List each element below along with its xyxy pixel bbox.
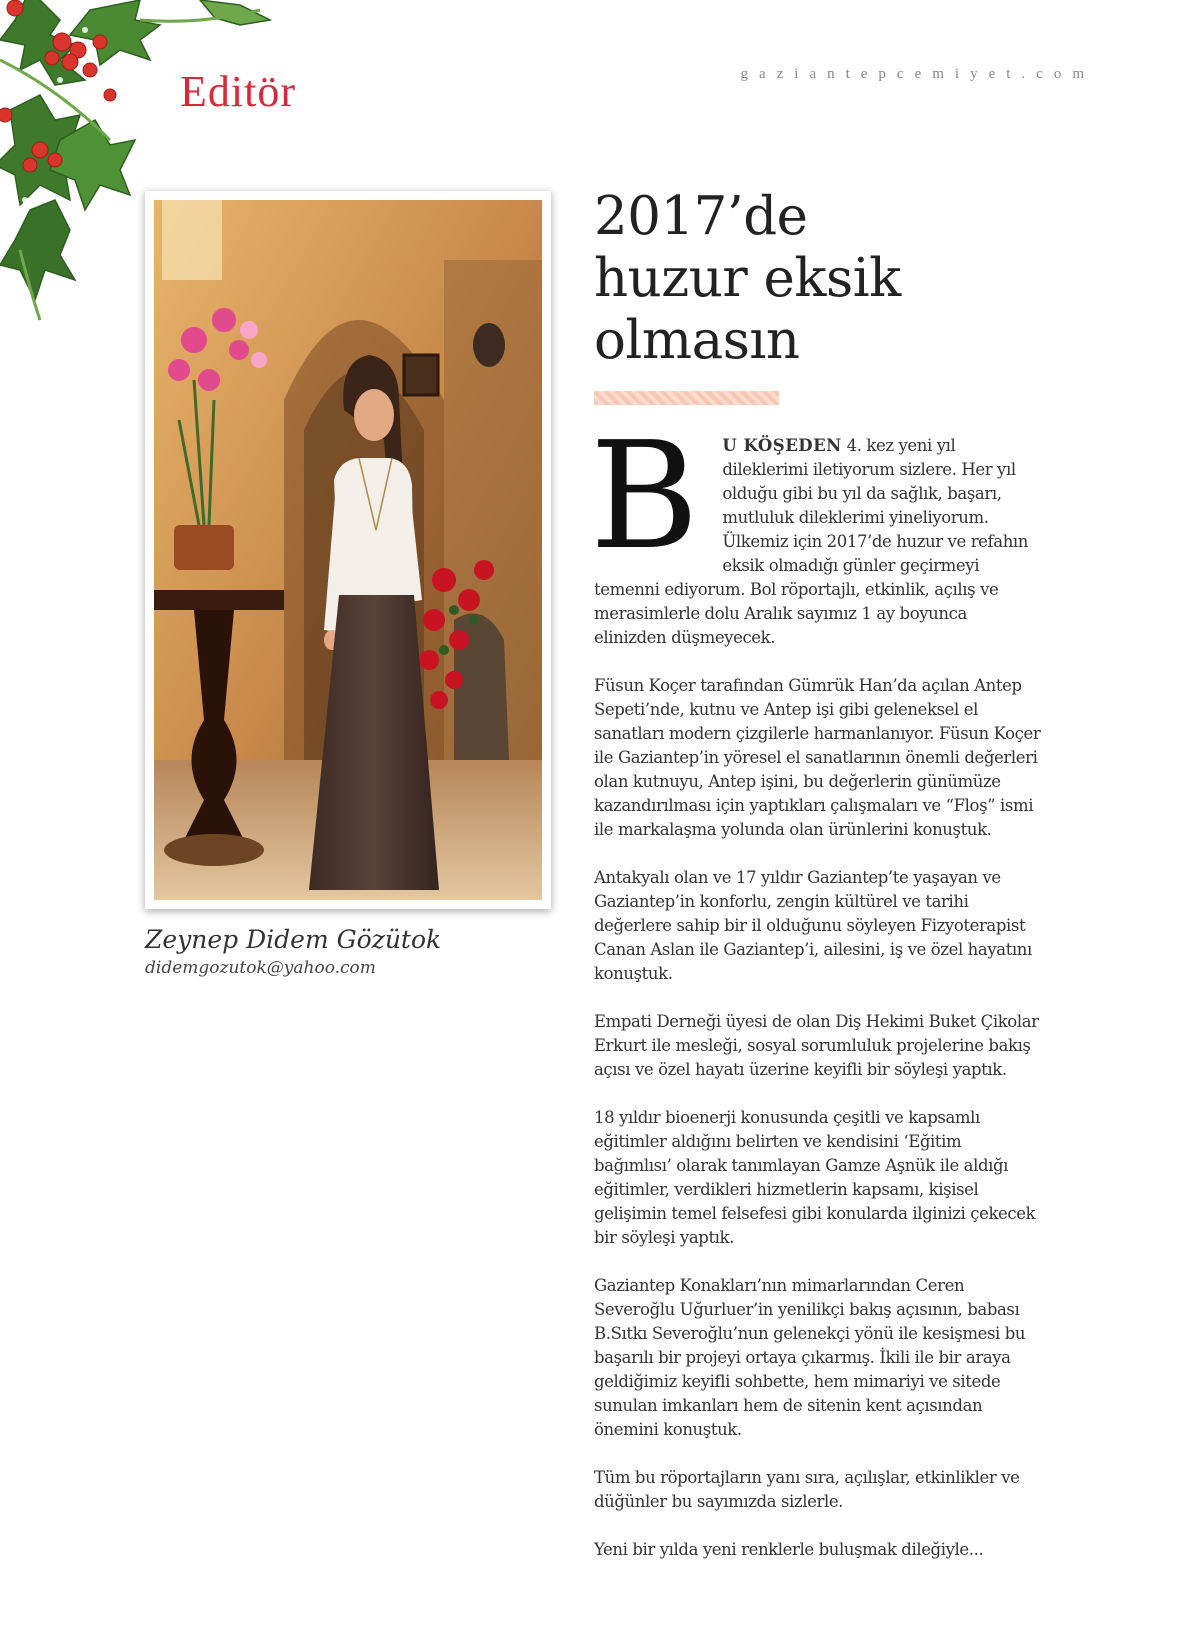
article-headline [594,186,1034,372]
lead-paragraph [590,410,1042,650]
section-label: Editör [180,67,296,116]
decorative-divider [594,391,779,405]
article-paragraph: Yeni bir yılda yeni renklerle buluşmak dileğiyle... [594,1540,984,1559]
article-paragraph: Füsun Koçer tarafından Gümrük Han’da açılan Antep Sepeti’nde, kutnu ve Antep işi gibi geleneksel el sanatları modern çizgilerle harmanlanıyor. Füsun Koçer ile Gaziantep’in yöresel el sanatlarının önemli değerleri olan kutnuyu, Antep işini, bu değerlerin günümüze kazandırılması için yaptıkları çalışmaları ve “Floş” ismi ile markalaşma yolunda olan ürünlerini konuştuk. [594,676,1041,839]
lead-caps: U KÖŞEDEN [722,436,842,455]
drop-cap: B [590,410,699,582]
article-body [590,410,1042,1586]
lead-text: 4. kez yeni yıl dileklerimi iletiyorum sizlere. Her yıl olduğu gibi bu yıl da sağlık, başarı, mutluluk dileklerimi yineliyorum. Ülkemiz için 2017’de huzur ve refahın eksik olmadığı günler geçirmeyi temenni ediyorum. Bol röportajlı, etkinlik, açılış ve merasimlerle dolu Aralık sayımız 1 ay boyunca elinizden düşmeyecek. [594,436,1029,647]
portrait-photo-frame [145,191,551,909]
headline-line: huzur eksik [594,248,901,309]
author-email: didemgozutok@yahoo.com [145,958,376,978]
author-name: Zeynep Didem Gözütok [145,925,442,954]
article-paragraph: Empati Derneği üyesi de olan Diş Hekimi Buket Çikolar Erkurt ile mesleği, sosyal sorumluluk projelerine bakış açısı ve özel hayatı üzerine keyifli bir söyleşi yaptık. [594,1012,1039,1079]
article-paragraph: Gaziantep Konakları’nın mimarlarından Ceren Severoğlu Uğurluer’in yenilikçi bakış açısının, babası B.Sıtkı Severoğlu’nun gelenekçi yönü ile kesişmesi bu başarılı bir projeyi ortaya çıkarmış. İkili ile bir araya geldiğimiz keyifli sohbette, hem mimariyi ve sitede sunulan imkanları hem de sitenin kent açısından önemini konuştuk. [594,1276,1026,1439]
article-paragraph: Antakyalı olan ve 17 yıldır Gaziantep’te yaşayan ve Gaziantep’in konforlu, zengin kültürel ve tarihi değerlere sahip bir il olduğunu söyleyen Fizyoterapist Canan Aslan ile Gaziantep’i, ailesini, iş ve özel hayatını konuştuk. [594,868,1032,983]
portrait-photo [154,200,542,900]
article-paragraph: Tüm bu röportajların yanı sıra, açılışlar, etkinlikler ve düğünler bu sayımızda sizlerle. [594,1468,1020,1511]
article-paragraph: 18 yıldır bioenerji konusunda çeşitli ve kapsamlı eğitimler aldığını belirten ve kendisini ‘Eğitim bağımlısı’ olarak tanımlayan Gamze Aşnük ile aldığı eğitimler, verdikleri hizmetlerin kapsamı, kişisel gelişimin temel felsefesi gibi konularda ilginizi çekecek bir söyleşi yaptık. [594,1108,1036,1247]
headline-line: olmasın [594,310,800,371]
headline-line: 2017’de [594,186,808,247]
site-url: gaziantepcemiyet.com [740,66,1095,82]
